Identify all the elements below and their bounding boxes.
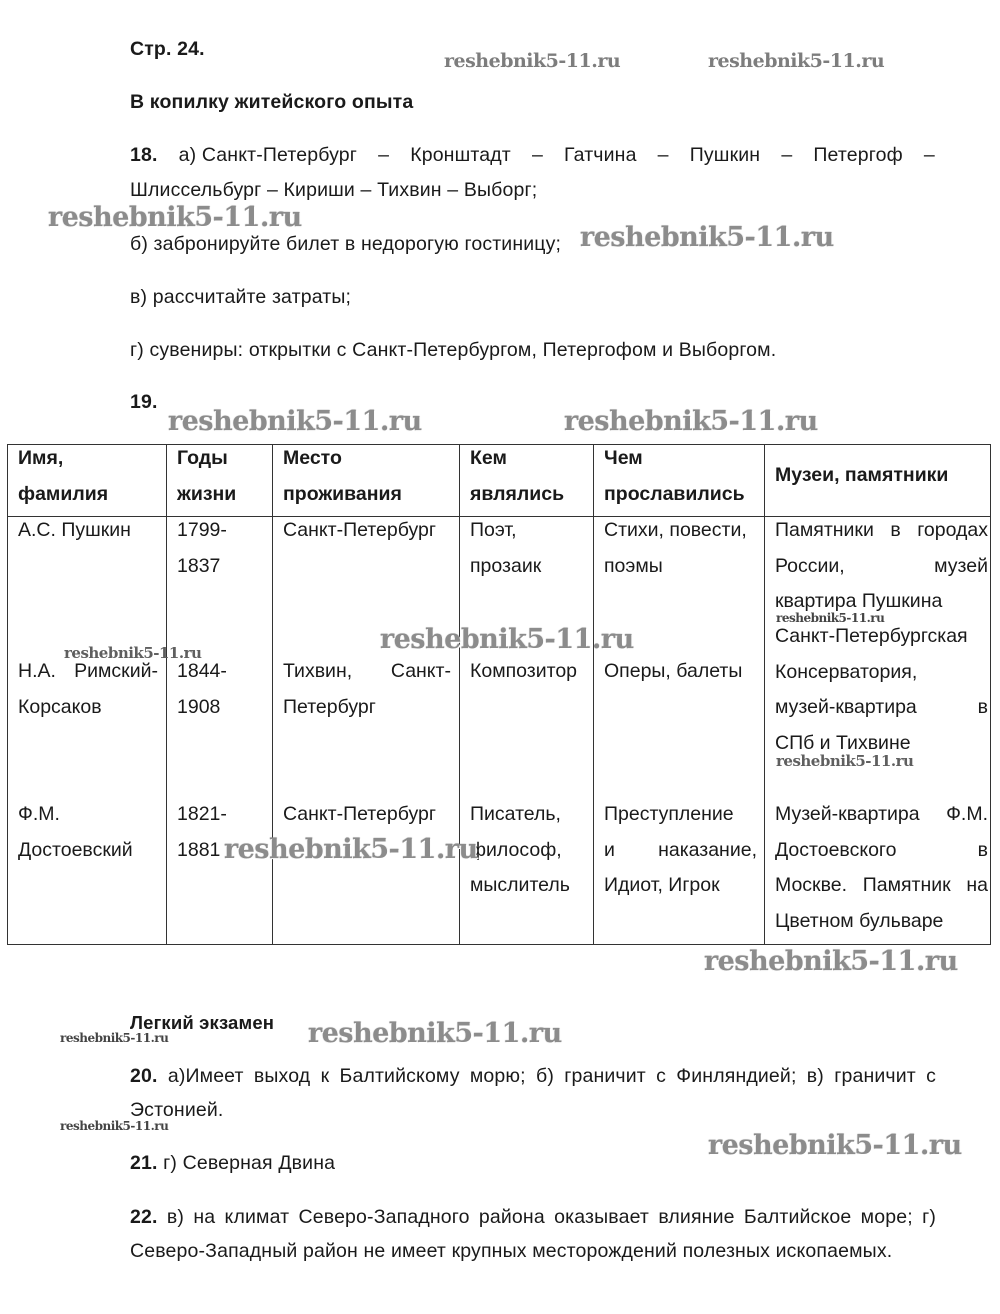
q18-answer-v: в) рассчитайте затраты; <box>130 286 352 308</box>
watermark: reshebnik5-11.ru <box>704 946 958 977</box>
th-fame: Чем прославились <box>604 447 745 505</box>
table-row-3-place: Санкт-Петербург <box>283 803 436 825</box>
table-row-1-role: Поэт, прозаик <box>470 519 542 577</box>
q22-line1: 22. в) на климат Северо-Западного района оказывает влияние Балтийское море; г) <box>130 1206 936 1228</box>
watermark: reshebnik5-11.ru <box>580 222 834 253</box>
table-row-1-place: Санкт-Петербург <box>283 519 436 541</box>
table-row-2-role: Композитор <box>470 660 578 682</box>
watermark: reshebnik5-11.ru <box>564 406 818 437</box>
table-row-3-fame: Преступление и наказание, Идиот, Игрок <box>604 803 757 896</box>
q20-line2: Эстонией. <box>130 1099 224 1121</box>
table-row-1-museums: Памятники в городах России, музей квартира Пушкина <box>775 519 988 612</box>
watermark: reshebnik5-11.ru <box>60 1119 169 1133</box>
table-row-2-museums: Санкт-Петербургская Консерватория, музей-квартира в СПб и Тихвине <box>775 625 988 754</box>
table-row-2-place: Тихвин, Санкт- Петербург <box>283 660 451 718</box>
th-years: Годы жизни <box>177 447 237 505</box>
section-title-life-experience: В копилку житейского опыта <box>130 91 414 113</box>
q21: 21. г) Северная Двина <box>130 1152 336 1174</box>
table-row-1-fame: Стихи, повести, поэмы <box>604 519 747 577</box>
table-row-2-years: 1844- 1908 <box>177 660 227 718</box>
q20-number: 20. <box>130 1065 158 1087</box>
table-row-3-years: 1821- 1881 <box>177 803 227 861</box>
watermark: reshebnik5-11.ru <box>380 624 634 655</box>
watermark: reshebnik5-11.ru <box>308 1018 562 1049</box>
q18-line1: 18. а) Санкт-Петербург – Кронштадт – Гатчина – Пушкин – Петергоф – <box>130 138 935 173</box>
th-name: Имя, фамилия <box>18 447 109 505</box>
q18-answer-g: г) сувениры: открытки с Санкт-Петербургом, Петергофом и Выборгом. <box>130 339 777 361</box>
th-role: Кем являлись <box>470 447 565 505</box>
watermark: reshebnik5-11.ru <box>168 406 422 437</box>
watermark: reshebnik5-11.ru <box>48 202 302 233</box>
table-row-3-name: Ф.М. Достоевский <box>18 803 133 861</box>
table-row-2-name: Н.А. Римский- Корсаков <box>18 660 158 718</box>
section-title-easy-exam: Легкий экзамен <box>130 1012 275 1033</box>
th-place: Место проживания <box>283 447 402 505</box>
watermark: reshebnik5-11.ru <box>708 1130 962 1161</box>
watermark: reshebnik5-11.ru <box>776 611 885 625</box>
figures-table <box>7 444 991 945</box>
q18-answer-b: б) забронируйте билет в недорогую гостиницу; <box>130 233 562 255</box>
q22-line2: Северо-Западный район не имеет крупных месторождений полезных ископаемых. <box>130 1240 893 1262</box>
watermark: reshebnik5-11.ru <box>776 752 914 770</box>
watermark: reshebnik5-11.ru <box>708 50 885 72</box>
table-row-3-role: Писатель, философ, мыслитель <box>470 803 570 896</box>
table-row-3-museums: Музей-квартира Ф.М. Достоевского в Москве. Памятник на Цветном бульваре <box>775 803 988 932</box>
q20-line1: 20. а)Имеет выход к Балтийскому морю; б) граничит с Финляндией; в) граничит с <box>130 1065 936 1087</box>
page-label: Стр. 24. <box>130 38 205 60</box>
table-row-1-years: 1799- 1837 <box>177 519 227 577</box>
q21-number: 21. <box>130 1152 158 1174</box>
th-museums: Музеи, памятники <box>775 464 949 486</box>
watermark: reshebnik5-11.ru <box>224 834 478 865</box>
watermark: reshebnik5-11.ru <box>60 1031 169 1045</box>
q18-number: 18. <box>130 144 158 166</box>
table-row-2-fame: Оперы, балеты <box>604 660 743 682</box>
q22-number: 22. <box>130 1206 158 1228</box>
q19-number: 19. <box>130 391 158 413</box>
watermark: reshebnik5-11.ru <box>64 644 202 662</box>
q18-line2: Шлиссельбург – Кириши – Тихвин – Выборг; <box>130 179 538 201</box>
table-row-1-name: А.С. Пушкин <box>18 519 131 541</box>
watermark: reshebnik5-11.ru <box>444 50 621 72</box>
